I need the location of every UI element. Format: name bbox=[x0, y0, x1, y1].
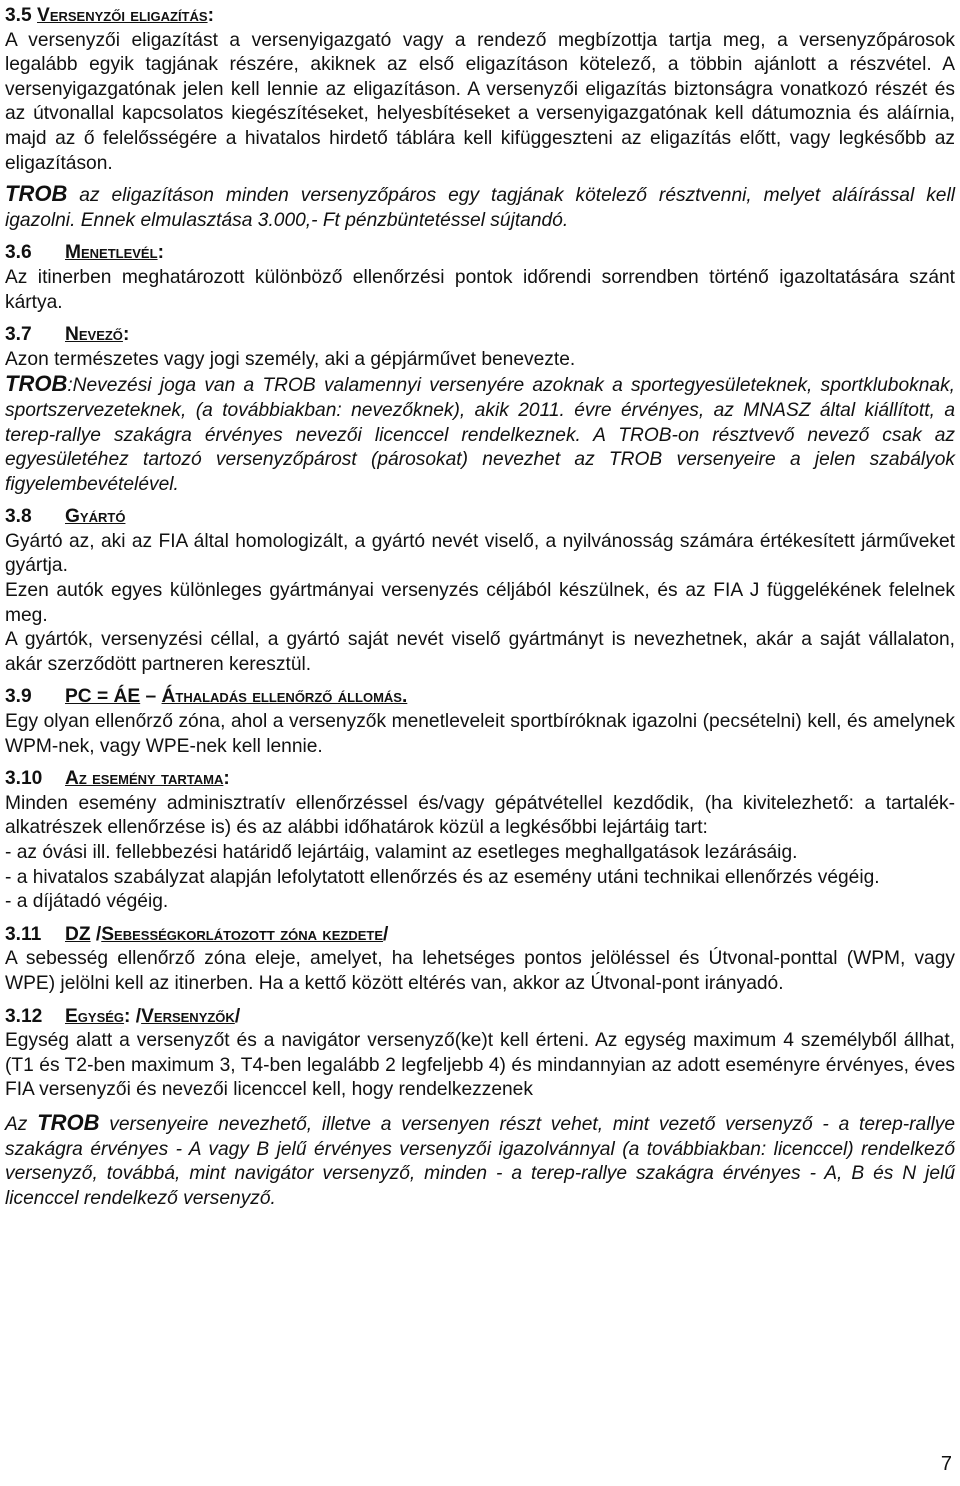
section-3-8-heading bbox=[5, 505, 955, 530]
section-3-12-heading: 3.12 Egység: /Versenyzők/ bbox=[5, 1005, 955, 1030]
section-title: Áthaladás ellenőrző állomás. bbox=[161, 686, 408, 708]
section-number: 3.5 bbox=[5, 5, 32, 26]
list-item: - az óvási ill. fellebbezési határidő lejártáig, valamint az esetleges meghallgatások lezárásáig. bbox=[5, 842, 798, 863]
section-title: Gyártó bbox=[65, 506, 126, 528]
section-3-6-heading: 3.6 Menetlevél: bbox=[5, 241, 955, 266]
section-title: Menetlevél bbox=[65, 242, 158, 264]
paragraph: A gyártók, versenyzési céllal, a gyártó saját nevét viselő gyártmányt is nevezhetnek, akár a saját vállalaton, akár szerződött partneren keresztül. bbox=[5, 629, 955, 675]
trob-note: TROB az eligazításon minden versenyzőpáros egy tagjának kötelező résztvenni, melyet aláírással kell igazolni. Ennek elmulasztása 3.000,- Ft pénzbüntetéssel sújtandó. bbox=[5, 181, 955, 231]
section-title-2: Versenyzők bbox=[141, 1005, 235, 1027]
section-number: 3.10 bbox=[5, 768, 43, 790]
paragraph: Az itinerben meghatározott különböző ellenőrzési pontok időrendi sorrendben történő igazoltatására szánt kártya. bbox=[5, 266, 955, 313]
paragraph: Egység alatt a versenyzőt és a navigátor versenyző(ke)t kell érteni. Az egység maximum 4 személyből állhat, (T1 és T2-ben maximum 3, T4-ben legalább 2 legfeljebb 4) és mindannyian az adott eseményre érvényes, éves FIA versenyzői és nevezői licenccel kell, hogy rendelkezzenek bbox=[5, 1030, 955, 1101]
paragraph: A versenyzői eligazítást a versenyigazgató vagy a rendező megbízottja tartja meg, a versenyzőpárosok legalább egyik tagjának részére, akiknek az első eligazításon kötelező, a többin ajánlott a részvétel. A versenyigazgatónak jelen kell lennie az eligazításon. A versenyzői eligazítás biztonságra vonatkozó részét és az útvonallal kapcsolatos kiegészítéseket, helyesbítéseket a versenyigazgatónak kell dátumoznia és aláírnia, majd az ő felelősségére a hivatalos hirdető táblára kell kifüggeszteni az eligazítás előtt, vagy legkésőbb az eligazításon. bbox=[5, 29, 955, 174]
section-number: 3.9 bbox=[5, 686, 32, 708]
section-number: 3.8 bbox=[5, 506, 32, 528]
paragraph: Azon természetes vagy jogi személy, aki a gépjárművet benevezte. bbox=[5, 348, 576, 370]
section-number: 3.7 bbox=[5, 324, 32, 346]
document-page bbox=[5, 4, 955, 1211]
section-abbr: PC = ÁE bbox=[65, 686, 141, 708]
section-3-5-heading: 3.5 Versenyzői eligazítás: bbox=[5, 5, 214, 26]
section-title: Egység bbox=[65, 1005, 125, 1027]
section-title: Az esemény tartama bbox=[65, 768, 224, 790]
section-title: Nevező bbox=[65, 324, 123, 346]
page-number: 7 bbox=[940, 1453, 952, 1475]
section-3-7-heading: 3.7 Nevező: bbox=[5, 323, 955, 348]
paragraph: Egy olyan ellenőrző zóna, ahol a versenyzők menetleveleit sportbíróknak igazolni (pecsételni) kell, és amelynek WPM-nek, vagy WPE-nek kell lennie. bbox=[5, 711, 955, 757]
section-number: 3.11 bbox=[5, 923, 42, 945]
trob-note: TROB:Nevezési joga van a TROB valamennyi versenyére azoknak a sportegyesületeknek, sportkluboknak, sportszervezeteknek, (a továbbiakban: nevezőknek), akik 2011. évre érvényes, az MNASZ által kiállított, a terep-rallye szakágra érvényes nevezői licenccel rendelkeznek. A TROB-on résztvevő nevező csak az egyesületéhez tartozó versenyzőpárost (párosokat) nevezhet az TROB versenyeire a jelen szabályok figyelembevételével. bbox=[5, 371, 955, 495]
section-3-11-heading: 3.11 DZ /Sebességkorlátozott zóna kezdete/ bbox=[5, 923, 955, 948]
paragraph: A sebesség ellenőrző zóna eleje, amelyet, ha lehetséges pontos jelöléssel és Útvonal-ponttal (WPM, vagy WPE) jelölni kell az itinerben. Ha a kettő között eltérés van, akkor az Útvonal-pont irányadó. bbox=[5, 948, 955, 994]
section-number: 3.12 bbox=[5, 1005, 43, 1027]
paragraph: Gyártó az, aki az FIA által homologizált, a gyártó nevét viselő, a nyilvánosság számára értékesített járműveket gyártja. bbox=[5, 530, 955, 577]
section-title: Versenyzői eligazítás bbox=[37, 5, 208, 26]
trob-note: Az TROB versenyeire nevezhető, illetve a versenyen részt vehet, mint vezető versenyző - a terep-rallye szakágra érvényes - A vagy B jelű érvényes versenyzői igazolvánnyal (a továbbiakban: licenccel) rendelkező versenyző, továbbá, mint navigátor versenyző, minden - a terep-rallye szakágra érvényes - A, B és N jelű licenccel rendelkező versenyző. bbox=[5, 1109, 955, 1209]
section-title: Sebességkorlátozott zóna kezdete bbox=[101, 923, 384, 945]
paragraph: Ezen autók egyes különleges gyártmányai versenyzés céljából készülnek, és az FIA J függelékének felelnek meg. bbox=[5, 580, 955, 626]
section-3-9-heading: 3.9 PC = ÁE – Áthaladás ellenőrző állomás. bbox=[5, 685, 955, 710]
section-3-10-heading: 3.10 Az esemény tartama: bbox=[5, 767, 955, 792]
list-item: - a hivatalos szabályzat alapján lefolytatott ellenőrzés és az esemény utáni technikai ellenőrzés végéig. bbox=[5, 866, 880, 888]
list-item: - a díjátadó végéig. bbox=[5, 891, 169, 913]
paragraph: Minden esemény adminisztratív ellenőrzéssel és/vagy gépátvétellel kezdődik, (ha kivitelezhető: a tartalék-alkatrészek ellenőrzése is) és az alábbi időhatárok közül a legkésőbbi lejártáig tart: bbox=[5, 792, 955, 839]
section-number: 3.6 bbox=[5, 242, 32, 264]
section-abbr: DZ bbox=[65, 923, 91, 945]
